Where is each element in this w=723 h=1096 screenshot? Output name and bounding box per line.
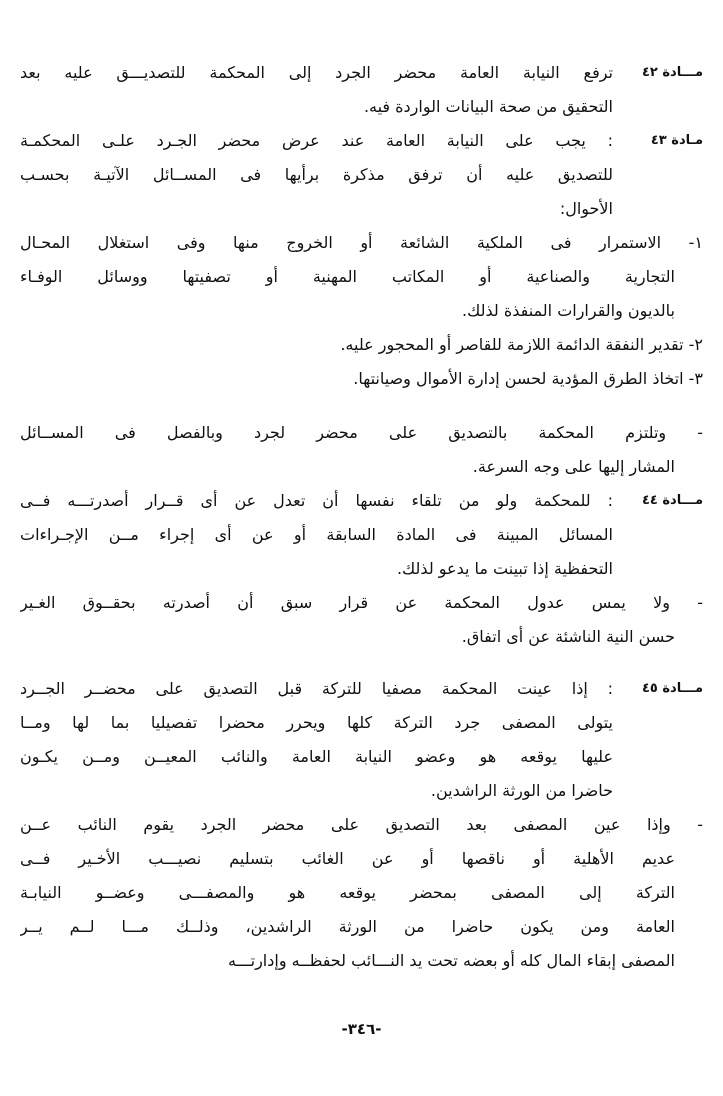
article-label: مـــادة ٤٤ [641, 493, 703, 508]
text-line: يتولى المصفى جرد التركة كلها ويحرر محضرا تفصيليا بما لها ومــا [20, 713, 613, 732]
article-body [20, 484, 613, 586]
article-body [20, 416, 703, 484]
text-line: عليها يوقعه هو وعضو النيابة العامة والنائب المعيــن ومــن يكـون [20, 747, 613, 766]
text-line: - وإذا عين المصفى بعد التصديق على محضر الجرد يقوم النائب عــن [20, 815, 703, 834]
article-body [20, 328, 703, 362]
article-label: مـــادة ٤٥ [641, 681, 703, 696]
text-line: المشار إليها على وجه السرعة. [472, 457, 675, 476]
text-line: الأحوال: [559, 199, 613, 218]
article-body [20, 226, 703, 328]
text-line: ٢- تقدير النفقة الدائمة اللازمة للقاصر أو المحجور عليه. [340, 335, 703, 354]
text-line: ترفع النيابة العامة محضر الجرد إلى المحكمة للتصديـــق عليه بعد [20, 63, 613, 82]
text-line: المسائل المبينة فى المادة السابقة أو عن أى إجراء مــن الإجـراءات [20, 525, 613, 544]
page-number: -٣٤٦- [341, 1020, 382, 1038]
text-line: : يجب على النيابة العامة عند عرض محضر الجـرد علـى المحكمـة [20, 131, 613, 150]
text-line: التركة إلى المصفى بمحضر يوقعه هو والمصفـــى وعضــو النيابـة [20, 883, 675, 902]
text-line: - ولا يمس عدول المحكمة عن قرار سبق أن أصدرته بحقــوق الغـير [20, 593, 703, 612]
text-line: التحقيق من صحة البيانات الواردة فيه. [363, 97, 613, 116]
text-line: التجارية والصناعية أو المكاتب المهنية أو تصفيتها ووسائل الوفـاء [20, 267, 675, 286]
article-body [20, 672, 613, 808]
text-line: المصفى إبقاء المال كله أو بعضه تحت يد النـــائب لحفظــه وإدارتـــه [227, 951, 675, 970]
article-body [20, 124, 613, 226]
text-line: : للمحكمة ولو من تلقاء نفسها أن تعدل عن أى قــرار أصدرتـــه فــى [20, 491, 613, 510]
text-line: العامة ومن يكون حاضرا من الورثة الراشدين، وذلــك مـــا لــم يــر [20, 917, 675, 936]
article-body [20, 808, 703, 978]
text-line: حسن النية الناشئة عن أى اتفاق. [461, 627, 675, 646]
text-line: - وتلتزم المحكمة بالتصديق على محضر لجرد وبالفصل فى المســائل [20, 423, 703, 442]
text-line: بالديون والقرارات المنفذة لذلك. [462, 301, 675, 320]
article-label: مـــادة ٤٢ [641, 65, 703, 80]
text-line: حاضرا من الورثة الراشدين. [430, 781, 613, 800]
article-body [20, 56, 613, 124]
article-label: مـادة ٤٣ [650, 133, 703, 148]
text-line: ٣- اتخاذ الطرق المؤدية لحسن إدارة الأموال وصيانتها. [353, 369, 703, 388]
text-line: ١- الاستمرار فى الملكية الشائعة أو الخروج منها وفى استغلال المحـال [20, 233, 703, 252]
article-body [20, 362, 703, 396]
article-body [20, 586, 703, 654]
text-line: عديم الأهلية أو ناقصها أو عن الغائب بتسليم نصيـــب الأخـير فــى [20, 849, 675, 868]
text-line: للتصديق عليه أن ترفق مذكرة برأيها فى المســائل الآتيـة بحسـب [20, 165, 613, 184]
text-line: : إذا عينت المحكمة مصفيا للتركة قبل التصديق على محضــر الجــرد [20, 679, 613, 698]
text-line: التحفظية إذا تبينت ما يدعو لذلك. [396, 559, 613, 578]
